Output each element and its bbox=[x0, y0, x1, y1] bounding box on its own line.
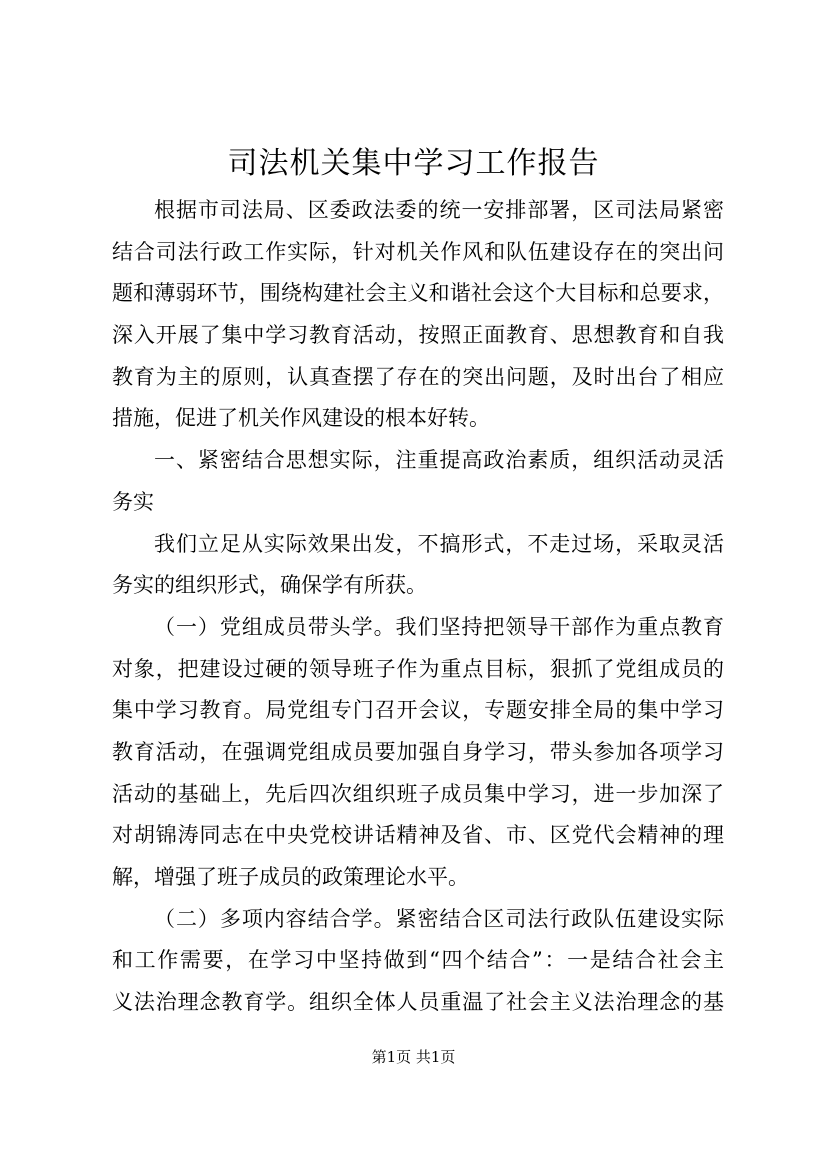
text-line: 措施，促进了机关作风建设的根本好转。 bbox=[112, 406, 490, 431]
text-line: 教育为主的原则，认真查摆了存在的突出问题，及时出台了相应 bbox=[112, 364, 724, 389]
text-line: 活动的基础上，先后四次组织班子成员集中学习，进一步加深了 bbox=[112, 781, 724, 806]
text-line: 对象，把建设过硬的领导班子作为重点目标，狠抓了党组成员的 bbox=[112, 656, 724, 681]
text-line: 和工作需要，在学习中坚持做到“四个结合”：一是结合社会主 bbox=[112, 948, 724, 973]
page-number-footer: 第1页 共1页 bbox=[371, 1048, 456, 1066]
document-body bbox=[112, 190, 724, 1024]
text-line: （一）党组成员带头学。我们坚持把领导干部作为重点教育 bbox=[154, 614, 724, 639]
text-line: （二）多项内容结合学。紧密结合区司法行政队伍建设实际 bbox=[154, 906, 724, 931]
text-line: 义法治理念教育学。组织全体人员重温了社会主义法治理念的基 bbox=[112, 990, 724, 1015]
text-line: 我们立足从实际效果出发，不搞形式，不走过场，采取灵活 bbox=[154, 531, 724, 556]
text-line: 集中学习教育。局党组专门召开会议，专题安排全局的集中学习 bbox=[112, 698, 724, 723]
text-line: 根据市司法局、区委政法委的统一安排部署，区司法局紧密 bbox=[154, 198, 724, 222]
text-line: 题和薄弱环节，围绕构建社会主义和谐社会这个大目标和总要求， bbox=[112, 281, 724, 306]
text-line: 对胡锦涛同志在中央党校讲话精神及省、市、区党代会精神的理 bbox=[112, 823, 724, 848]
section-heading-line: 一、紧密结合思想实际，注重提高政治素质，组织活动灵活 bbox=[154, 448, 724, 473]
section-heading-line: 务实 bbox=[112, 489, 154, 514]
text-line: 解，增强了班子成员的政策理论水平。 bbox=[112, 865, 469, 889]
text-line: 结合司法行政工作实际，针对机关作风和队伍建设存在的突出问 bbox=[112, 239, 724, 264]
text-line: 教育活动，在强调党组成员要加强自身学习，带头参加各项学习 bbox=[112, 739, 724, 764]
text-line: 务实的组织形式，确保学有所获。 bbox=[112, 573, 427, 598]
document-title: 司法机关集中学习工作报告 bbox=[227, 146, 600, 181]
text-line: 深入开展了集中学习教育活动，按照正面教育、思想教育和自我 bbox=[112, 323, 724, 348]
